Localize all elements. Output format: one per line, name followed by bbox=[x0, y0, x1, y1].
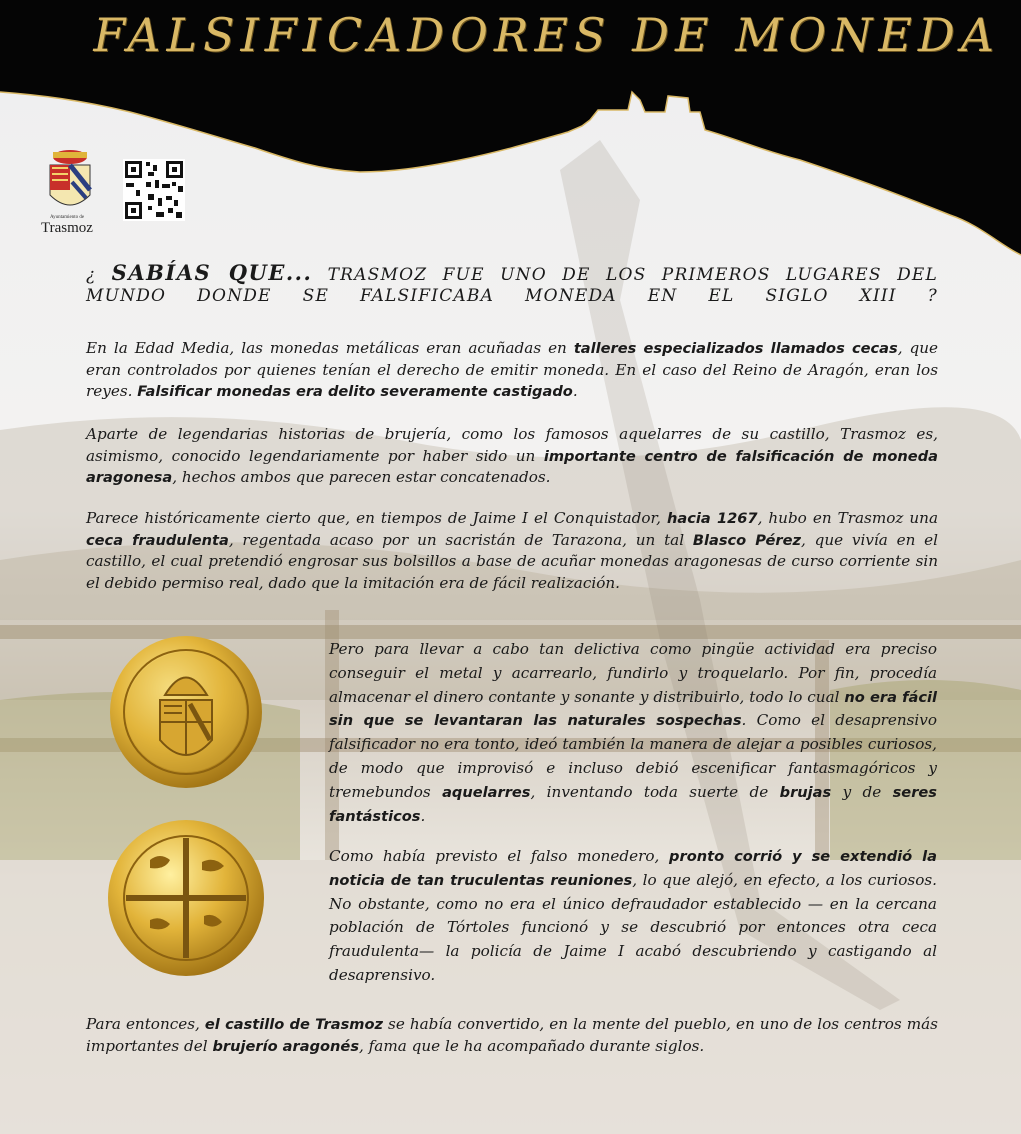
p5-bold-1: pronto corrió y se extendió la noticia de tan truculentas reuniones bbox=[329, 848, 938, 889]
p4-bold-3: brujas bbox=[779, 783, 832, 801]
p3-text-1: Parece históricamente cierto que, en tiempos de Jaime I el Conquistador, bbox=[86, 509, 667, 527]
did-you-know-question bbox=[86, 262, 938, 307]
p4-text-4: y de bbox=[831, 782, 893, 801]
p2-text-1: Aparte de legendarias historias de brujería, como los famosos aquelarres de su castillo, Trasmoz es, asimismo, conocido legendariamente por haber sido un bbox=[86, 425, 938, 465]
question-line1: TRASMOZ FUE UNO DE LOS PRIMEROS LUGARES DEL bbox=[312, 265, 938, 285]
p3-text-4: , que vivía en el castillo, el cual pretendió engrosar sus bolsillos a base de acuñar monedas aragonesas de curso corriente sin el debido permiso real, dado que la imitación era de fácil realización. bbox=[86, 530, 938, 592]
p1-bold-2: Falsificar monedas era delito severamente castigado bbox=[137, 383, 573, 400]
p4-bold-1: no era fácil sin que se levantaran las naturales sospechas bbox=[329, 688, 937, 730]
p1-text-3: . bbox=[572, 382, 578, 400]
page-title: FALSIFICADORES DE MONEDA bbox=[93, 8, 1000, 62]
paragraph-3 bbox=[86, 508, 938, 594]
question-line2: MUNDO DONDE SE FALSIFICABA MONEDA EN EL SIGLO XIII ? bbox=[86, 286, 938, 306]
p6-text-3: , fama que le ha acompañado durante siglos. bbox=[359, 1036, 705, 1055]
crest-small-text: Ayuntamiento de bbox=[49, 215, 85, 220]
paragraph-5 bbox=[329, 845, 937, 988]
crest-caption bbox=[32, 215, 102, 237]
question-open: ¿ bbox=[86, 265, 112, 285]
p3-bold-1: hacia 1267 bbox=[666, 510, 758, 527]
p2-bold-1: importante centro de falsificación de moneda aragonesa bbox=[86, 447, 938, 486]
town-name: Trasmoz bbox=[41, 220, 93, 236]
coin-reverse-icon bbox=[108, 820, 264, 976]
qr-code-icon bbox=[123, 159, 185, 221]
crest-icon bbox=[50, 150, 90, 205]
p2-text-2: , hechos ambos que parecen estar concatenados. bbox=[172, 468, 551, 486]
p3-text-3: , regentada acaso por un sacristán de Tarazona, un tal bbox=[228, 530, 693, 549]
p3-bold-3: Blasco Pérez bbox=[692, 531, 802, 549]
p4-text-3: , inventando toda suerte de bbox=[530, 782, 780, 801]
p4-text-2: . Como el desaprensivo falsificador no era tonto, ideó también la manera de alejar a posibles curiosos, de modo que improvisó e incluso debió escenificar fantasmagóricos y tremebundos bbox=[329, 711, 937, 801]
p6-bold-2: brujerío aragonés bbox=[212, 1037, 360, 1055]
coin-obverse-icon bbox=[110, 636, 262, 788]
p5-text-2: , lo que alejó, en efecto, a los curiosos. No obstante, como no era el único defraudador establecido — en la cercana población de Tórtoles funcionó y se descubrió por entonces otra ceca fraudulenta— la policía de Jaime I acabó descubriendo y castigando al desaprensivo. bbox=[329, 870, 937, 984]
paragraph-2 bbox=[86, 424, 938, 489]
p6-bold-1: el castillo de Trasmoz bbox=[204, 1016, 383, 1033]
p3-bold-2: ceca fraudulenta bbox=[86, 531, 229, 549]
p3-text-2: , hubo en Trasmoz una bbox=[757, 509, 938, 527]
p5-text-1: Como había previsto el falso monedero, bbox=[329, 847, 670, 865]
p4-bold-4: seres fantásticos bbox=[329, 783, 937, 825]
p1-text-1: En la Edad Media, las monedas metálicas eran acuñadas en bbox=[86, 339, 574, 357]
p1-bold-1: talleres especializados llamados cecas bbox=[573, 340, 898, 357]
p6-text-2: se había convertido, en la mente del pueblo, en uno de los centros más importantes del bbox=[86, 1015, 938, 1055]
question-highlight: SABÍAS QUE... bbox=[111, 260, 313, 285]
paragraph-1 bbox=[86, 338, 938, 403]
paragraph-4 bbox=[329, 638, 937, 828]
p1-text-2: , que eran controlados por quienes tenían el derecho de emitir moneda. En el caso del Reino de Aragón, eran los reyes. bbox=[86, 339, 938, 400]
p4-text-5: . bbox=[420, 806, 426, 825]
paragraph-6 bbox=[86, 1014, 938, 1057]
p4-text-1: Pero para llevar a cabo tan delictiva como pingüe actividad era preciso conseguir el metal y acarrearlo, fundirlo y troquelarlo. Por fin, procedía almacenar el dinero contante y sonante y distribuirlo, todo lo cual bbox=[329, 640, 937, 706]
p6-text-1: Para entonces, bbox=[86, 1015, 205, 1033]
p4-bold-2: aquelarres bbox=[442, 783, 531, 801]
